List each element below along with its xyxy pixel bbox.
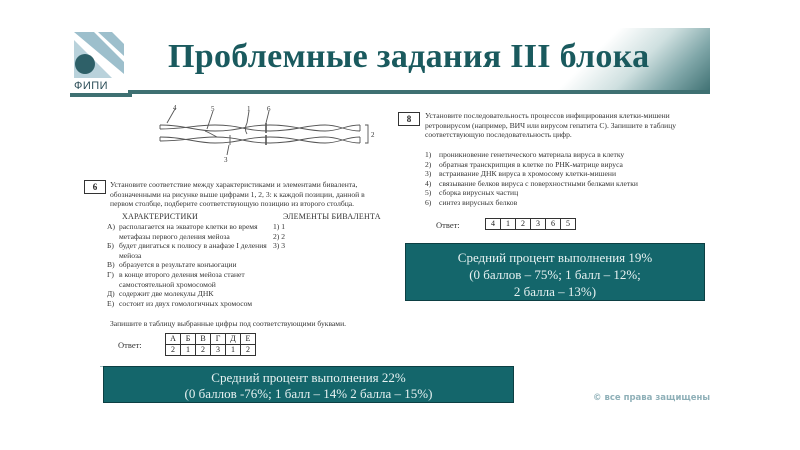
task6-answer-table: [165, 333, 256, 356]
task6-stats-line1: Средний процент выполнения 22%: [211, 370, 406, 385]
task8-stats-line2: (0 баллов – 75%; 1 балл – 12%;: [469, 267, 641, 282]
figure-label-5: 5: [211, 105, 215, 113]
task6-stats-line2: (0 баллов -76%; 1 балл – 14% 2 балла – 15%): [184, 386, 433, 401]
list-item: Б) будет двигаться к полюсу в анафазе I деления мейоза: [107, 241, 267, 260]
figure-label-3: 3: [224, 156, 228, 164]
element-1: 1) 1: [273, 222, 286, 231]
element-2: 2) 2: [273, 231, 286, 241]
logo-text: ФИПИ: [74, 80, 109, 92]
list-item: А) располагается на экваторе клетки во время метафазы первого деления мейоза: [107, 222, 258, 241]
figure-label-1: 1: [247, 105, 251, 113]
list-item: 5) сборка вирусных частиц: [425, 188, 519, 198]
list-item: 4) связывание белков вируса с поверхностными белками клетки: [425, 178, 638, 188]
task8-answer-label: Ответ:: [436, 220, 460, 230]
task6-elements: [273, 222, 313, 251]
list-item: 6) синтез вирусных белков: [425, 197, 518, 207]
task6-stats-box: [103, 366, 514, 403]
task6-number: 6: [84, 180, 106, 194]
task8-stats-line3: 2 балла – 13%): [513, 284, 597, 299]
page-title: Проблемные задания III блока: [168, 38, 650, 75]
task6-col-elements: ЭЛЕМЕНТЫ БИВАЛЕНТА: [283, 212, 381, 221]
task8-answer-table: [485, 218, 576, 230]
task6-col-characteristics: ХАРАКТЕРИСТИКИ: [122, 212, 199, 221]
task8-stats-line1: Средний процент выполнения 19%: [457, 250, 653, 265]
header-underline-left: [70, 93, 132, 97]
list-item: 2) обратная транскрипция в клетке по РНК-матрице вируса: [425, 159, 623, 169]
task8-stats-box: [405, 243, 705, 301]
bivalent-diagram: [145, 105, 375, 165]
task6-answer-label: Ответ:: [118, 340, 142, 350]
figure-label-4: 4: [173, 105, 177, 112]
task8-items: [425, 150, 715, 208]
table-row: 2 1 2 3 1 2: [166, 345, 256, 356]
task6-instruction: Запишите в таблицу выбранные цифры под соответствующими буквами.: [110, 319, 347, 328]
element-3: 3) 3: [273, 241, 286, 251]
figure-label-6: 6: [267, 105, 271, 113]
list-item: Е) состоит из двух гомологичных хромосом: [107, 298, 253, 308]
list-item: В) образуется в результате конъюгации: [107, 260, 237, 270]
list-item: Д) содержит две молекулы ДНК: [107, 289, 214, 299]
list-item: Г) в конце второго деления мейоза станет самостоятельной хромосомой: [107, 269, 245, 289]
list-item: 3) встраивание ДНК вируса в хромосому клетки-мишени: [425, 169, 617, 179]
table-row: 4 1 2 3 6 5: [486, 219, 576, 230]
list-item: 1) проникновение генетического материала вируса в клетку: [425, 150, 625, 159]
task8-number: 8: [398, 112, 420, 126]
task6-items: [107, 222, 287, 308]
copyright-notice: © все права защищены: [593, 393, 711, 403]
header-underline: [128, 90, 710, 94]
figure-label-2: 2: [371, 131, 375, 139]
task6-text: Установите соответствие между характеристиками и элементами бивалента, обозначенными на рисунке выше цифрами 1, 2, 3: к каждой позиции, данной в первом столбце, подберите соответствующую позицию из второго столбца.: [110, 180, 365, 209]
task8-text: Установите последовательность процессов инфицирования клетки-мишени ретровирусом (например, ВИЧ или вирусом гепатита С). Запишите в таблицу соответствующую последовательность цифр.: [425, 111, 677, 140]
table-row: А Б В Г Д Е: [166, 334, 256, 345]
